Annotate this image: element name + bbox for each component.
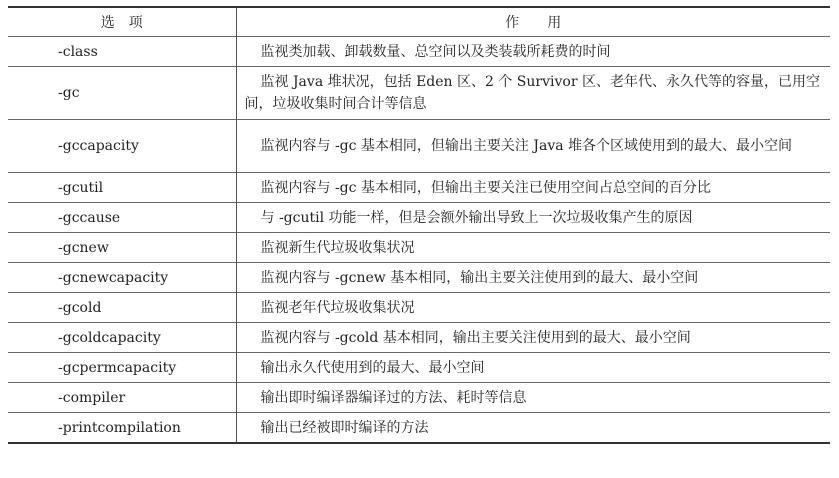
option-cell: -gccause <box>8 203 236 233</box>
option-cell: -compiler <box>8 383 236 413</box>
description-cell: 输出即时编译器编译过的方法、耗时等信息 <box>236 383 830 413</box>
option-cell: -gcnew <box>8 233 236 263</box>
table-row <box>8 353 830 383</box>
table-row <box>8 203 830 233</box>
description-cell: 监视类加载、卸载数量、总空间以及类装载所耗费的时间 <box>236 37 830 67</box>
table-row <box>8 263 830 293</box>
option-cell: -class <box>8 37 236 67</box>
description-cell: 输出永久代使用到的最大、最小空间 <box>236 353 830 383</box>
table-row <box>8 293 830 323</box>
option-cell: -gccapacity <box>8 120 236 173</box>
options-table-container <box>8 6 830 444</box>
description-cell: 监视老年代垃圾收集状况 <box>236 293 830 323</box>
option-cell: -gcpermcapacity <box>8 353 236 383</box>
description-cell: 与 -gcutil 功能一样，但是会额外输出导致上一次垃圾收集产生的原因 <box>236 203 830 233</box>
description-cell: 监视新生代垃圾收集状况 <box>236 233 830 263</box>
table-row <box>8 413 830 444</box>
table-row <box>8 173 830 203</box>
table-row <box>8 67 830 120</box>
description-cell: 监视 Java 堆状况，包括 Eden 区、2 个 Survivor 区、老年代、永久代等的容量，已用空间，垃圾收集时间合计等信息 <box>236 67 830 120</box>
description-cell: 监视内容与 -gc 基本相同，但输出主要关注已使用空间占总空间的百分比 <box>236 173 830 203</box>
description-cell: 监视内容与 -gcnew 基本相同，输出主要关注使用到的最大、最小空间 <box>236 263 830 293</box>
description-cell: 监视内容与 -gc 基本相同，但输出主要关注 Java 堆各个区域使用到的最大、最小空间 <box>236 120 830 173</box>
table-row <box>8 323 830 353</box>
header-function: 作 用 <box>505 15 562 31</box>
table-header-row <box>8 7 830 37</box>
option-cell: -gcold <box>8 293 236 323</box>
option-cell: -gcutil <box>8 173 236 203</box>
option-cell: -gcnewcapacity <box>8 263 236 293</box>
table-row <box>8 37 830 67</box>
description-cell: 输出已经被即时编译的方法 <box>236 413 830 444</box>
table-row <box>8 120 830 173</box>
option-cell: -gc <box>8 67 236 120</box>
option-cell: -gcoldcapacity <box>8 323 236 353</box>
header-option: 选 项 <box>8 7 236 37</box>
table-row <box>8 233 830 263</box>
table-row <box>8 383 830 413</box>
description-cell: 监视内容与 -gcold 基本相同，输出主要关注使用到的最大、最小空间 <box>236 323 830 353</box>
option-cell: -printcompilation <box>8 413 236 444</box>
jstat-options-table <box>8 6 830 444</box>
